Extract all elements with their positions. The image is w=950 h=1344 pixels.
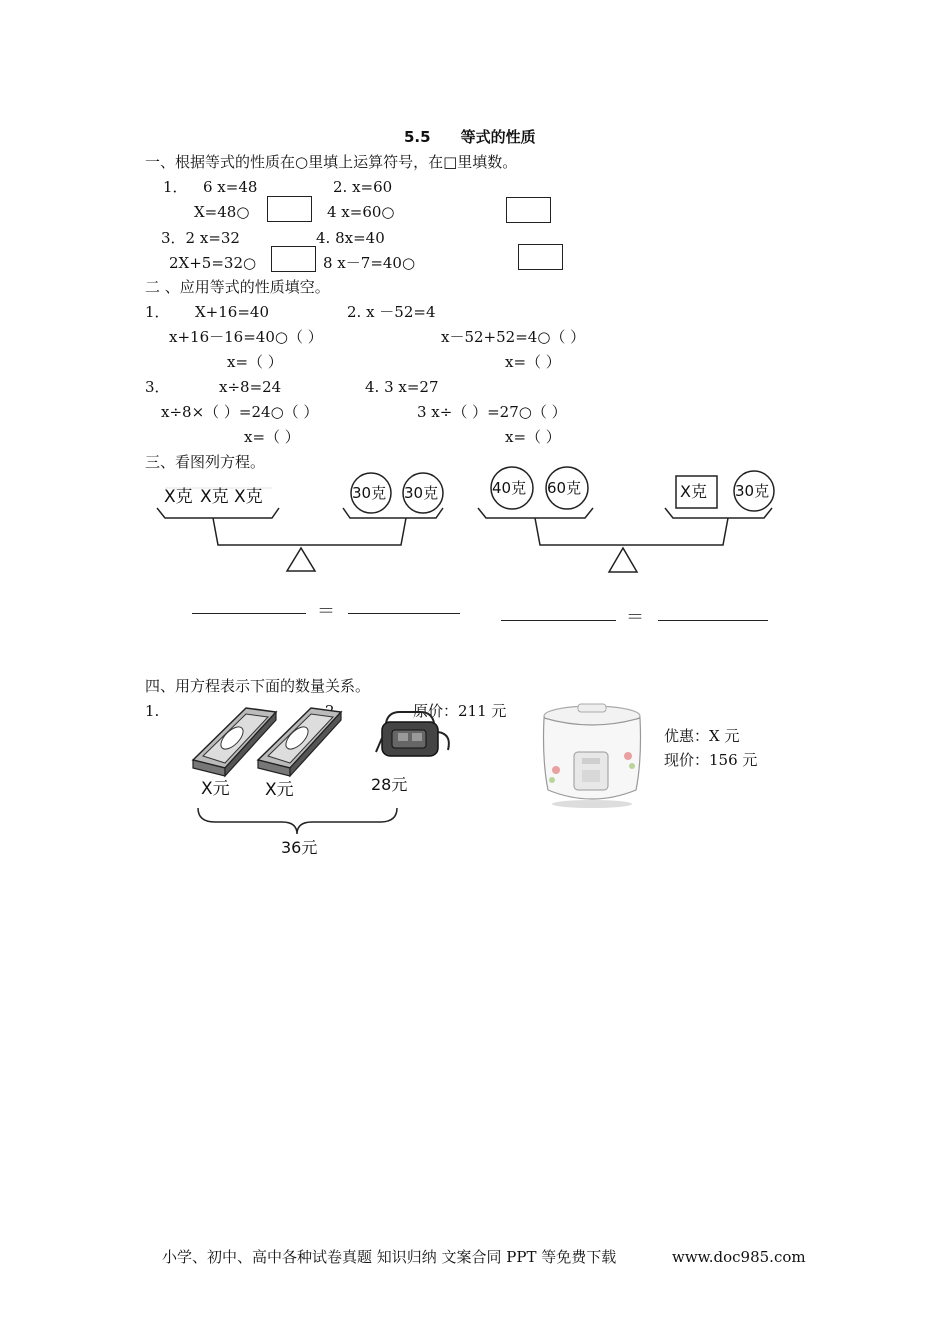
scale1-equals: ＝ <box>317 601 335 622</box>
s2-q3-equation: x÷8=24 <box>219 378 282 396</box>
total-price: 36元 <box>281 838 318 857</box>
s1-q3-equation: 3．2 x=32 <box>161 229 240 247</box>
s1-q1-label: 1． <box>163 178 188 196</box>
s1-q1-equation: 6 x=48 <box>203 178 258 196</box>
s1-q1-step: X=48○ <box>194 203 250 221</box>
scale2-right-circle-weight: 30克 <box>735 482 770 500</box>
s1-q2-equation: 2. x=60 <box>333 178 393 196</box>
pencil-case-price-2: X元 <box>265 780 294 800</box>
page-title: 5.5 等式的性质 <box>404 128 536 146</box>
scale1-left-weight-2: X克 <box>200 487 229 507</box>
section3-heading: 三、看图列方程。 <box>145 453 266 471</box>
s2-q1-answer: x=（ ） <box>227 353 283 371</box>
s2-q3-label: 3． <box>145 378 170 396</box>
s2-q3-answer: x=（ ） <box>244 428 300 446</box>
s2-q4-answer: x=（ ） <box>505 428 561 446</box>
s1-q4-step: 8 x－7=40○ <box>323 254 416 272</box>
scale2-equals: ＝ <box>626 607 644 628</box>
current-price: 现价：156 元 <box>664 751 758 769</box>
s1-q4-equation: 4. 8x=40 <box>316 229 385 247</box>
section1-heading: 一、根据等式的性质在○里填上运算符号，在□里填数。 <box>145 153 518 171</box>
scale2-left-weight-1: 40克 <box>492 479 527 497</box>
scale1-left-weight-1: X克 <box>164 487 193 507</box>
scale1-right-weight-2: 30克 <box>404 484 439 502</box>
scale1-left-weight-3: X克 <box>234 487 263 507</box>
section4-heading: 四、用方程表示下面的数量关系。 <box>145 677 371 695</box>
s2-q4-step: 3 x÷（ ）=27○（ ） <box>417 403 567 421</box>
original-price: 原价：211 元 <box>413 702 507 720</box>
s2-q3-step: x÷8×（ ）=24○（ ） <box>161 403 319 421</box>
scale2-left-weight-2: 60克 <box>547 479 582 497</box>
s4-q1-label: 1. <box>145 702 160 720</box>
s2-q2-equation: 2. x －52=4 <box>347 303 436 321</box>
s2-q2-answer: x=（ ） <box>505 353 561 371</box>
s2-q1-equation: X+16=40 <box>195 303 269 321</box>
bag-price: 28元 <box>371 775 408 794</box>
discount: 优惠：X 元 <box>664 727 740 745</box>
s2-q2-step: x－52+52=4○（ ） <box>441 328 586 346</box>
section2-heading: 二 、应用等式的性质填空。 <box>145 278 330 296</box>
scale1-right-weight-1: 30克 <box>352 484 387 502</box>
s1-q2-step: 4 x=60○ <box>327 203 395 221</box>
scale2-right-box-weight: X克 <box>680 482 707 501</box>
pencil-case-price-1: X元 <box>201 779 230 799</box>
footer-website[interactable]: www.doc985.com <box>672 1248 806 1266</box>
s1-q3-step: 2X+5=32○ <box>169 254 257 272</box>
s2-q4-equation: 4. 3 x=27 <box>365 378 439 396</box>
s2-q1-label: 1． <box>145 303 170 321</box>
s2-q1-step: x+16－16=40○（ ） <box>169 328 323 346</box>
footer-promo: 小学、初中、高中各种试卷真题 知识归纳 文案合同 PPT 等免费下载 <box>162 1248 617 1266</box>
